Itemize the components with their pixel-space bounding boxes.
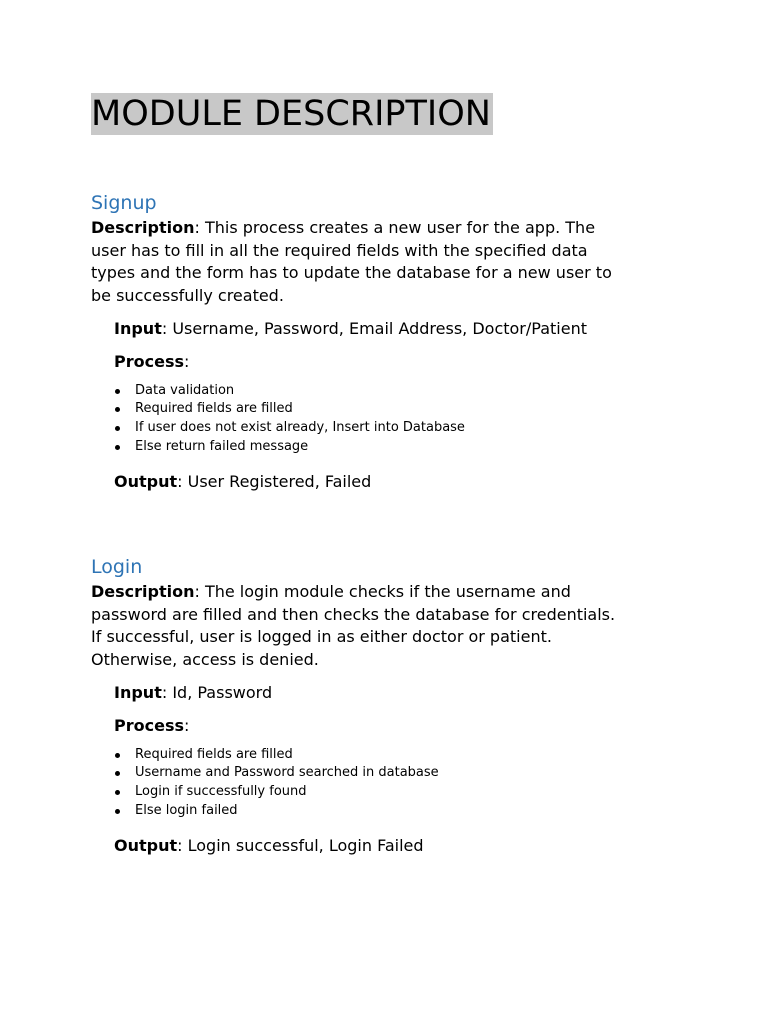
description-label: Description	[91, 582, 195, 601]
list-item	[114, 438, 691, 457]
list-item-text: Username and Password searched in database	[135, 765, 439, 781]
process-field-line	[114, 715, 691, 737]
description-line: : This process creates a new user for the app. The	[194, 218, 596, 237]
bullet-icon	[115, 445, 120, 450]
output-value: : User Registered, Failed	[177, 472, 372, 492]
list-item-text: Required fields are filled	[135, 401, 293, 417]
bullet-icon	[115, 426, 120, 431]
bullet-icon	[115, 809, 120, 814]
output-field-line	[114, 471, 691, 493]
bullet-icon	[115, 407, 120, 412]
list-item	[114, 746, 691, 765]
process-suffix: :	[184, 351, 190, 371]
list-item	[114, 382, 691, 401]
description-line: If successful, user is logged in as either doctor or patient.	[91, 627, 552, 647]
description-label: Description	[91, 218, 195, 237]
process-field-line	[114, 351, 691, 373]
list-item-text: Else login failed	[135, 802, 238, 818]
input-value: : Username, Password, Email Address, Doctor/Patient	[161, 318, 587, 338]
list-item	[114, 419, 691, 438]
bullet-icon	[115, 771, 120, 776]
input-value: : Id, Password	[161, 682, 273, 702]
description-line: : The login module checks if the username and	[194, 582, 571, 601]
process-label: Process	[114, 715, 184, 735]
section-login	[91, 555, 691, 857]
process-suffix: :	[184, 715, 190, 735]
list-item-text: Required fields are filled	[135, 746, 293, 762]
output-field-line	[114, 835, 691, 857]
list-item	[114, 783, 691, 802]
input-label: Input	[114, 318, 162, 338]
list-item-text: Else return failed message	[135, 438, 309, 454]
process-list	[114, 746, 691, 820]
list-item	[114, 400, 691, 419]
input-field-line	[114, 682, 691, 704]
description-line: Otherwise, access is denied.	[91, 650, 319, 670]
process-label: Process	[114, 351, 184, 371]
list-item	[114, 802, 691, 821]
description-line: user has to fill in all the required fields with the specified data	[91, 240, 588, 260]
output-label: Output	[114, 836, 178, 856]
bullet-icon	[115, 389, 120, 394]
page-title: MODULE DESCRIPTION	[91, 94, 491, 134]
output-value: : Login successful, Login Failed	[177, 836, 424, 856]
list-item-text: If user does not exist already, Insert into Database	[135, 420, 465, 435]
bullet-icon	[115, 753, 120, 758]
bullet-icon	[115, 790, 120, 795]
description-line: be successfully created.	[91, 286, 284, 306]
section-heading-signup: Signup	[91, 192, 157, 214]
list-item-text: Login if successfully found	[135, 784, 307, 799]
description-paragraph	[91, 581, 691, 672]
input-label: Input	[114, 682, 162, 702]
input-field-line	[114, 318, 691, 340]
output-label: Output	[114, 472, 178, 492]
section-signup	[91, 191, 691, 493]
description-line: password are filled and then checks the database for credentials.	[91, 604, 616, 624]
description-paragraph	[91, 217, 691, 308]
list-item	[114, 764, 691, 783]
section-heading-login: Login	[91, 556, 143, 578]
process-list	[114, 382, 691, 456]
description-line: types and the form has to update the database for a new user to	[91, 263, 612, 283]
list-item-text: Data validation	[135, 382, 235, 398]
